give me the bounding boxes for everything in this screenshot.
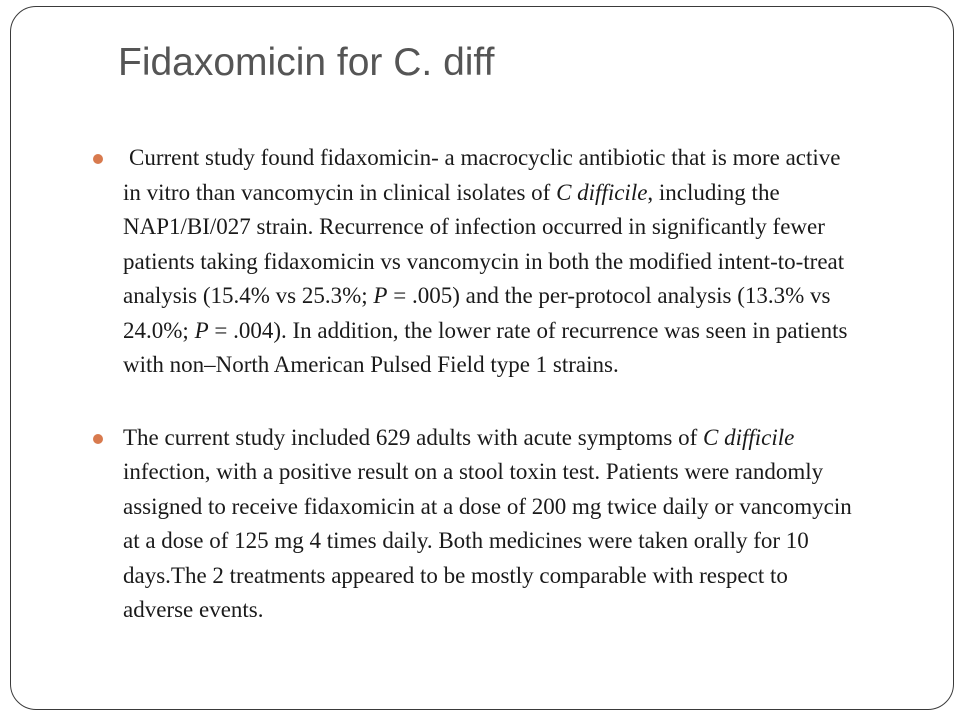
bullet-dot-icon — [93, 434, 103, 444]
text-segment: = .005) and the per-protocol analysis (13.3% vs 24.0%; — [123, 283, 831, 343]
text-segment: Current study found fidaxomicin- a macrocyclic antibiotic that is more active in vitro than vancomycin in clinical isolates of — [123, 145, 841, 205]
bullet-text-2 — [123, 421, 863, 628]
bullet-text-1 — [123, 141, 863, 383]
text-segment: infection, with a positive result on a stool toxin test. Patients were randomly assigned to receive fidaxomicin at a dose of 200 mg twice daily or vancomycin at a dose of 125 mg 4 times daily. Both medicines were taken orally for 10 days.The 2 treatments appeared to be mostly comparable with respect to adverse events. — [123, 459, 852, 622]
text-segment: , including the NAP1/BI/027 strain. Recurrence of infection occurred in significantly fewer patients taking fidaxomicin vs vancomycin in both the modified intent-to-treat analysis (15.4% vs 25.3%; — [123, 179, 845, 308]
text-segment: The current study included 629 adults with acute symptoms of — [123, 424, 703, 450]
slide-frame — [10, 6, 954, 710]
text-segment-italic: P — [194, 317, 209, 343]
bullet-item-2 — [93, 421, 863, 628]
bullet-item-1 — [93, 141, 863, 383]
slide-title: Fidaxomicin for C. diff — [118, 41, 495, 84]
bullet-list — [93, 141, 863, 666]
bullet-dot-icon — [93, 154, 103, 164]
text-segment: = .004). In addition, the lower rate of recurrence was seen in patients with non–North American Pulsed Field type 1 strains. — [123, 317, 848, 377]
text-segment-italic: C difficile — [703, 424, 795, 450]
text-segment-italic: P — [373, 283, 388, 308]
text-segment-italic: C difficile — [556, 179, 648, 205]
